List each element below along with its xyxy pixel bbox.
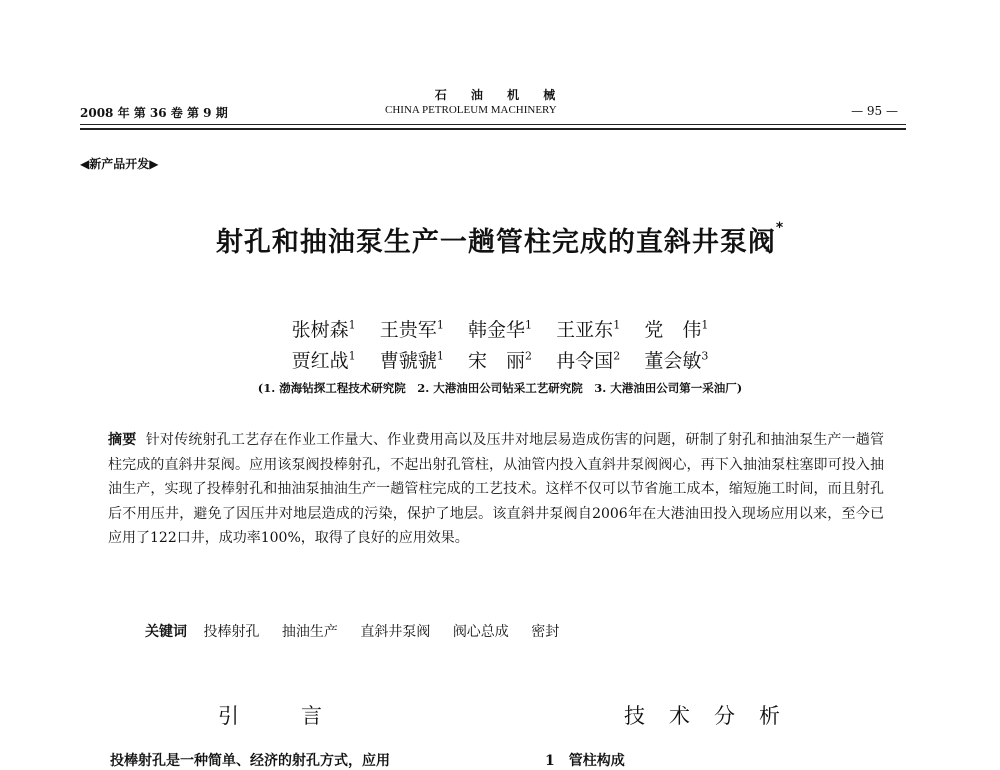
keyword: 投棒射孔	[203, 624, 260, 640]
body-text-partial-left: 投棒射孔是一种简单、经济的射孔方式，应用	[110, 753, 390, 769]
running-header	[80, 104, 906, 122]
affiliations: (1. 渤海钻探工程技术研究院 2. 大港油田公司钻采工艺研究院 3. 大港油田公司第一采油厂)	[257, 381, 743, 395]
author-name: 曹虢虢	[379, 350, 437, 372]
author-affiliation-mark: 1	[525, 318, 532, 332]
journal-name-cn: 石 油 机 械	[434, 88, 566, 102]
author-name: 韩金华	[467, 319, 525, 341]
author-affiliation-mark: 1	[436, 349, 444, 363]
author-name: 贾红战	[291, 350, 349, 372]
keywords	[145, 621, 577, 641]
keywords-label: 关键词	[145, 624, 187, 640]
author-name: 王亚东	[556, 319, 614, 341]
header-rule-thin	[80, 124, 906, 125]
keyword: 阀心总成	[452, 624, 509, 640]
abstract-text: 针对传统射孔工艺存在作业工作量大、作业费用高以及压井对地层易造成伤害的问题，研制了射孔和抽油泵生产一趟管柱完成的直斜井泵阀。应用该泵阀投棒射孔，不起出射孔管柱，从油管内投入直斜井泵阀阀心，再下入抽油泵柱塞即可投入抽油生产，实现了投棒射孔和抽油泵抽油生产一趟管柱完成的工艺技术。这样不仅可以节省施工成本，缩短施工时间，而且射孔后不用压井，避免了因压井对地层造成的污染，保护了地层。该直斜井泵阀自2006年在大港油田投入现场应用以来，至今已应用了122口井，成功率100%，取得了良好的应用效果。	[108, 432, 885, 546]
author-affiliation-mark: 2	[613, 349, 621, 363]
subsection-heading-partial: 1 管柱构成	[545, 753, 625, 769]
section-heading-introduction: 引言	[218, 704, 384, 728]
author-affiliation-mark: 1	[348, 349, 356, 363]
keyword: 密封	[531, 624, 560, 640]
header-rule-thick	[80, 128, 906, 130]
journal-name-en: CHINA PETROLEUM MACHINERY	[385, 104, 557, 116]
author-name: 王贵军	[379, 319, 437, 341]
author-affiliation-mark: 1	[436, 318, 444, 332]
section-heading-technical-analysis: 技术分析	[624, 704, 804, 728]
paper-title	[100, 220, 900, 259]
author-name: 宋 丽	[467, 350, 525, 372]
paper-title-text: 射孔和抽油泵生产一趟管柱完成的直斜井泵阀	[215, 227, 776, 258]
author-affiliation-mark: 3	[701, 349, 709, 363]
author-name: 党 伟	[644, 319, 702, 341]
page-number: — 95 —	[851, 104, 898, 118]
author-affiliation-mark: 1	[348, 318, 356, 332]
author-list-line-2	[0, 346, 1000, 373]
abstract-label: 摘要	[108, 432, 137, 448]
author-name: 张树森	[291, 319, 349, 341]
issue-info: 2008 年 第 36 卷 第 9 期	[80, 106, 228, 120]
author-affiliation-mark: 1	[613, 318, 621, 332]
author-affiliation-mark: 1	[701, 318, 709, 332]
abstract	[108, 428, 884, 551]
author-name: 董会敏	[644, 350, 702, 372]
section-tag: ◀新产品开发▶	[80, 157, 159, 171]
author-affiliation-mark: 2	[525, 349, 532, 363]
author-list-line-1	[0, 315, 1000, 342]
keyword: 抽油生产	[281, 624, 338, 640]
author-name: 冉令国	[556, 350, 614, 372]
title-footnote-mark: *	[775, 220, 785, 236]
keyword: 直斜井泵阀	[360, 624, 431, 640]
